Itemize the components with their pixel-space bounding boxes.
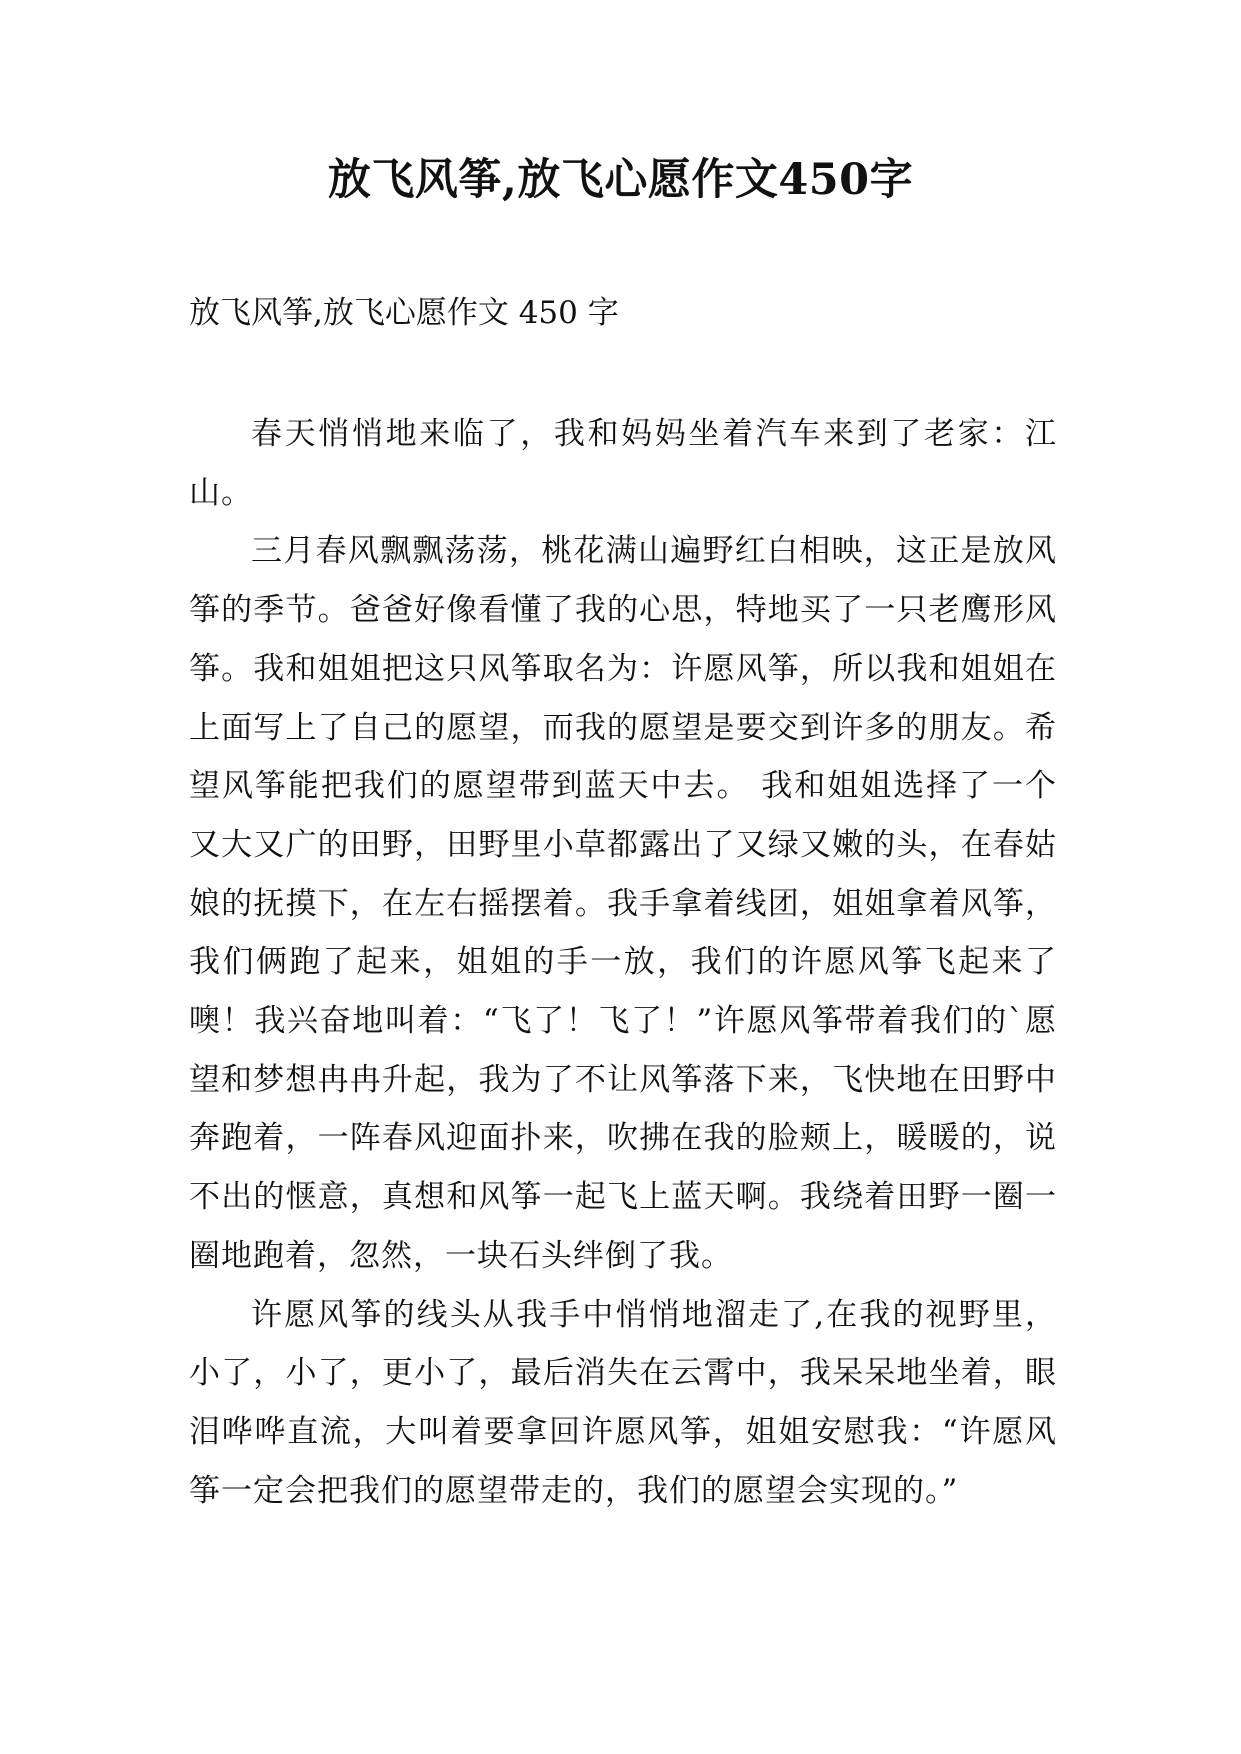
document-body	[189, 405, 1057, 1520]
paragraph-3: 许愿风筝的线头从我手中悄悄地溜走了,在我的视野里，小了，小了，更小了，最后消失在云霄中，我呆呆地坐着，眼泪哗哗直流，大叫着要拿回许愿风筝，姐姐安慰我：“许愿风筝一定会把我们的愿望带走的，我们的愿望会实现的。”	[189, 1296, 1057, 1509]
document-title: 放飞风筝,放飞心愿作文450字	[327, 155, 914, 205]
paragraph-2: 三月春风飘飘荡荡，桃花满山遍野红白相映，这正是放风筝的季节。爸爸好像看懂了我的心思，特地买了一只老鹰形风筝。我和姐姐把这只风筝取名为：许愿风筝，所以我和姐姐在上面写上了自己的愿望，而我的愿望是要交到许多的朋友。希望风筝能把我们的愿望带到蓝天中去。 我和姐姐选择了一个又大又广的田野，田野里小草都露出了又绿又嫩的头，在春姑娘的抚摸下，在左右摇摆着。我手拿着线团，姐姐拿着风筝，我们俩跑了起来，姐姐的手一放，我们的许愿风筝飞起来了噢！我兴奋地叫着：“飞了！飞了！”许愿风筝带着我们的`愿望和梦想冉冉升起，我为了不让风筝落下来，飞快地在田野中奔跑着，一阵春风迎面扑来，吹拂在我的脸颊上，暖暖的，说不出的惬意，真想和风筝一起飞上蓝天啊。我绕着田野一圈一圈地跑着，忽然，一块石头绊倒了我。	[189, 533, 1057, 1274]
paragraph-1: 春天悄悄地来临了，我和妈妈坐着汽车来到了老家：江山。	[189, 416, 1057, 511]
document-subtitle: 放飞风筝,放飞心愿作文 450 字	[189, 295, 619, 331]
